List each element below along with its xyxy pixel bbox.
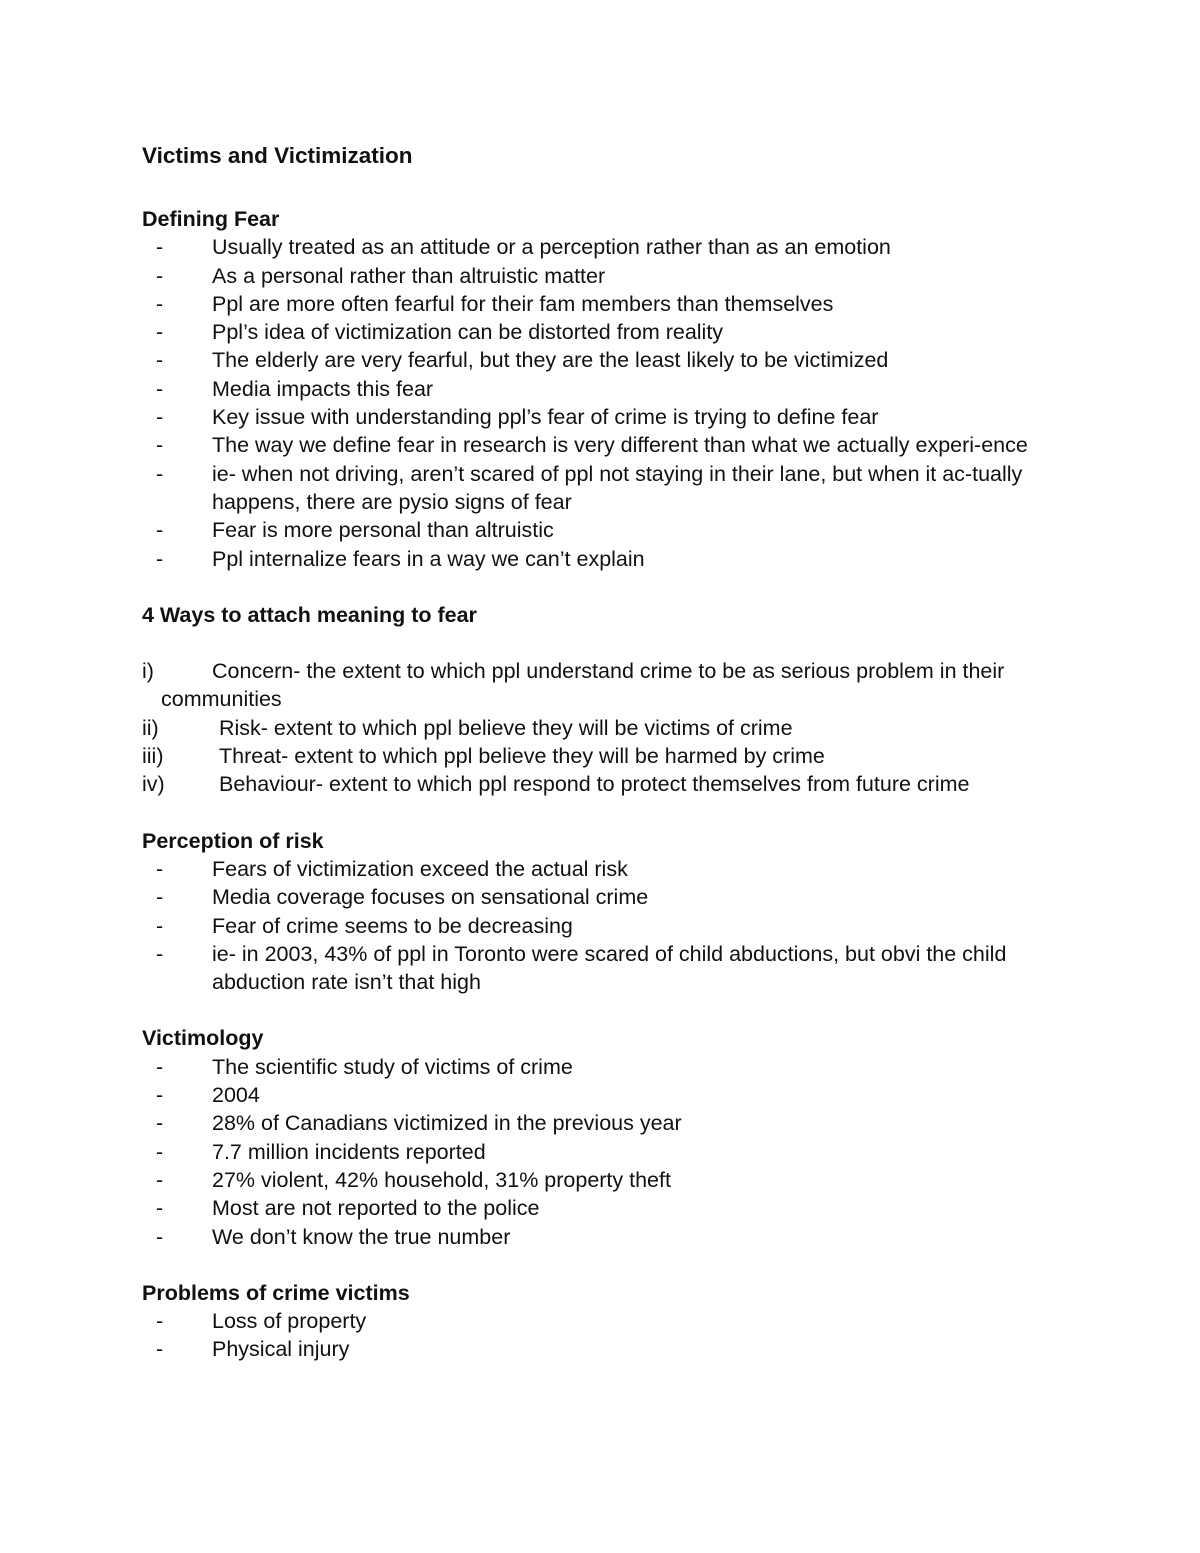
bullet-list xyxy=(142,855,1052,996)
section-defining-fear xyxy=(142,205,1052,573)
list-item: iii) Threat- extent to which ppl believe they will be harmed by crime xyxy=(142,742,1052,770)
document-title: Victims and Victimization xyxy=(142,143,413,168)
list-item: - Ppl are more often fearful for their fam members than themselves xyxy=(142,290,1052,318)
dash-marker: - xyxy=(156,885,164,910)
dash-marker: - xyxy=(156,1337,164,1362)
bullet-list xyxy=(142,1053,1052,1251)
section-heading: Victimology xyxy=(142,1026,264,1051)
list-item: - Loss of property xyxy=(142,1307,1052,1335)
list-item: - 28% of Canadians victimized in the previous year xyxy=(142,1109,1052,1137)
list-item: - Key issue with understanding ppl’s fear of crime is trying to define fear xyxy=(142,403,1052,431)
roman-list xyxy=(142,657,1052,798)
dash-marker: - xyxy=(156,1054,164,1079)
dash-marker: - xyxy=(156,1139,164,1164)
dash-marker: - xyxy=(156,461,164,486)
dash-marker: - xyxy=(156,1111,164,1136)
dash-marker: - xyxy=(156,235,164,260)
list-item: - The elderly are very fearful, but they are the least likely to be victimized xyxy=(142,346,1052,374)
dash-marker: - xyxy=(156,1167,164,1192)
dash-marker: - xyxy=(156,518,164,543)
list-item: - As a personal rather than altruistic matter xyxy=(142,262,1052,290)
list-item: - ie- when not driving, aren’t scared of ppl not staying in their lane, but when it ac-tually happens, there are pysio signs of fear xyxy=(156,461,1023,514)
dash-marker: - xyxy=(156,405,164,430)
dash-marker: - xyxy=(156,376,164,401)
bullet-list xyxy=(142,233,1052,573)
list-item: - We don’t know the true number xyxy=(142,1223,1052,1251)
list-item: - Most are not reported to the police xyxy=(142,1194,1052,1222)
list-item: - The scientific study of victims of crime xyxy=(142,1053,1052,1081)
roman-marker: ii) xyxy=(142,715,159,740)
list-item: - Physical injury xyxy=(142,1335,1052,1363)
dash-marker: - xyxy=(156,941,164,966)
dash-marker: - xyxy=(156,291,164,316)
dash-marker: - xyxy=(156,1309,164,1334)
roman-marker: iii) xyxy=(142,744,164,769)
dash-marker: - xyxy=(156,320,164,345)
dash-marker: - xyxy=(156,1083,164,1108)
dash-marker: - xyxy=(156,433,164,458)
document-page xyxy=(142,140,1052,1392)
dash-marker: - xyxy=(156,1224,164,1249)
list-item: ii) Risk- extent to which ppl believe they will be victims of crime xyxy=(142,714,1052,742)
list-item: - Media impacts this fear xyxy=(142,375,1052,403)
dash-marker: - xyxy=(156,1196,164,1221)
list-item: - Fears of victimization exceed the actual risk xyxy=(142,855,1052,883)
list-item: iv) Behaviour- extent to which ppl respond to protect themselves from future crime xyxy=(142,770,1052,798)
dash-marker: - xyxy=(156,856,164,881)
dash-marker: - xyxy=(156,348,164,373)
list-item: - 27% violent, 42% household, 31% property theft xyxy=(142,1166,1052,1194)
list-item: - Usually treated as an attitude or a perception rather than as an emotion xyxy=(142,233,1052,261)
list-item: - Ppl internalize fears in a way we can’t explain xyxy=(142,545,1052,573)
section-heading: Defining Fear xyxy=(142,207,280,231)
list-item: i) Concern- the extent to which ppl understand crime to be as serious problem in their communities xyxy=(142,659,1005,712)
list-item: - Fear is more personal than altruistic xyxy=(142,516,1052,544)
section-victimology xyxy=(142,1024,1052,1250)
list-item: - Ppl’s idea of victimization can be distorted from reality xyxy=(142,318,1052,346)
section-heading: 4 Ways to attach meaning to fear xyxy=(142,602,477,627)
section-heading: Problems of crime victims xyxy=(142,1280,410,1305)
section-four-ways xyxy=(142,601,1052,799)
section-perception-of-risk xyxy=(142,827,1052,997)
section-heading: Perception of risk xyxy=(142,828,324,853)
list-item: - 2004 xyxy=(142,1081,1052,1109)
list-item: - Fear of crime seems to be decreasing xyxy=(142,912,1052,940)
roman-marker: i) xyxy=(142,659,154,684)
list-item: - The way we define fear in research is very different than what we actually experi-ence xyxy=(142,431,1052,459)
list-item: - Media coverage focuses on sensational crime xyxy=(142,883,1052,911)
dash-marker: - xyxy=(156,546,164,571)
bullet-list xyxy=(142,1307,1052,1364)
list-item: - ie- in 2003, 43% of ppl in Toronto were scared of child abductions, but obvi the child abduction rate isn’t that high xyxy=(156,941,1007,995)
dash-marker: - xyxy=(156,913,164,938)
list-item: - 7.7 million incidents reported xyxy=(142,1138,1052,1166)
roman-marker: iv) xyxy=(142,772,165,797)
dash-marker: - xyxy=(156,263,164,288)
section-problems-of-crime-victims xyxy=(142,1279,1052,1364)
